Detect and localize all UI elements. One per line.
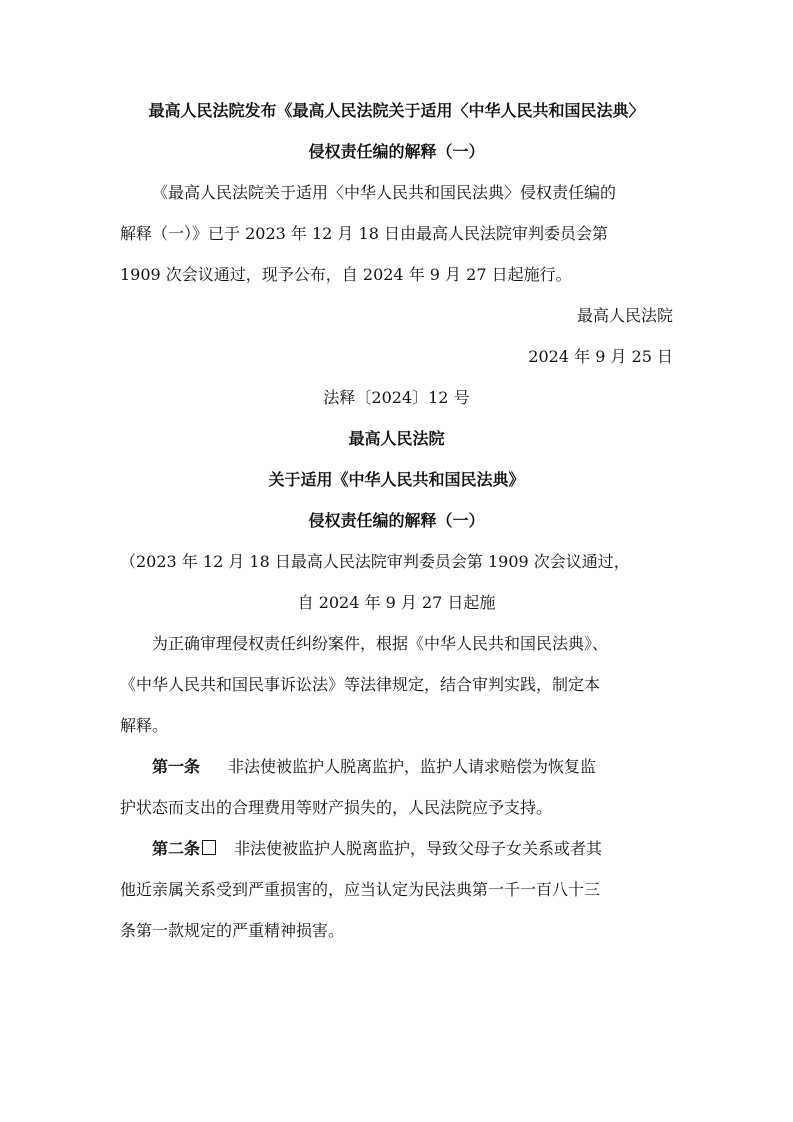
announcement-line-2: 解释（一）》已于 2023 年 12 月 18 日由最高人民法院审判委员会第: [120, 224, 608, 243]
preamble-line-2: 《中华人民共和国民事诉讼法》等法律规定，结合审判实践，制定本: [120, 675, 601, 694]
article-2-text: 非法使被监护人脱离监护，导致父母子女关系或者其: [234, 839, 603, 858]
announcement-line-3: 1909 次会议通过，现予公布，自 2024 年 9 月 27 日起施行。: [120, 265, 572, 284]
document-title-line-1: 最高人民法院发布《最高人民法院关于适用〈中华人民共和国民法典〉: [148, 101, 645, 120]
article-2-title: 第二条: [152, 839, 201, 858]
document-title-line-2: 侵权责任编的解释（一）: [308, 142, 485, 161]
article-1-line-2: 护状态而支出的合理费用等财产损失的，人民法院应予支持。: [120, 798, 553, 817]
checkbox-square-icon: [202, 840, 216, 855]
interpretation-title-line-1: 最高人民法院: [348, 429, 445, 448]
announcement-date: 2024 年 9 月 25 日: [528, 347, 673, 366]
article-2-line-3: 条第一款规定的严重精神损害。: [120, 921, 345, 940]
preamble-line-3: 解释。: [120, 716, 169, 735]
announcement-line-1: 《最高人民法院关于适用〈中华人民共和国民法典〉侵权责任编的: [152, 183, 617, 202]
article-1-line-1: [120, 746, 673, 787]
interpretation-title-line-3: 侵权责任编的解释（一）: [308, 511, 485, 530]
article-2-line-1: [120, 828, 673, 869]
article-1-title: 第一条: [152, 757, 201, 776]
preamble-line-1: 为正确审理侵权责任纠纷案件，根据《中华人民共和国民法典》、: [152, 634, 609, 653]
article-1-text: 非法使被监护人脱离监护，监护人请求赔偿为恢复监: [228, 757, 597, 776]
interpretation-title-line-2: 关于适用《中华人民共和国民法典》: [268, 470, 525, 489]
document-page: [120, 90, 673, 951]
announcement-issuer: 最高人民法院: [576, 306, 673, 325]
article-2-line-2: 他近亲属关系受到严重损害的，应当认定为民法典第一千一百八十三: [120, 880, 601, 899]
adoption-note-line-2: 自 2024 年 9 月 27 日起施: [297, 593, 496, 612]
document-number: 法释〔2024〕12 号: [323, 388, 470, 407]
adoption-note-line-1: （2023 年 12 月 18 日最高人民法院审判委员会第 1909 次会议通过，: [120, 552, 630, 571]
